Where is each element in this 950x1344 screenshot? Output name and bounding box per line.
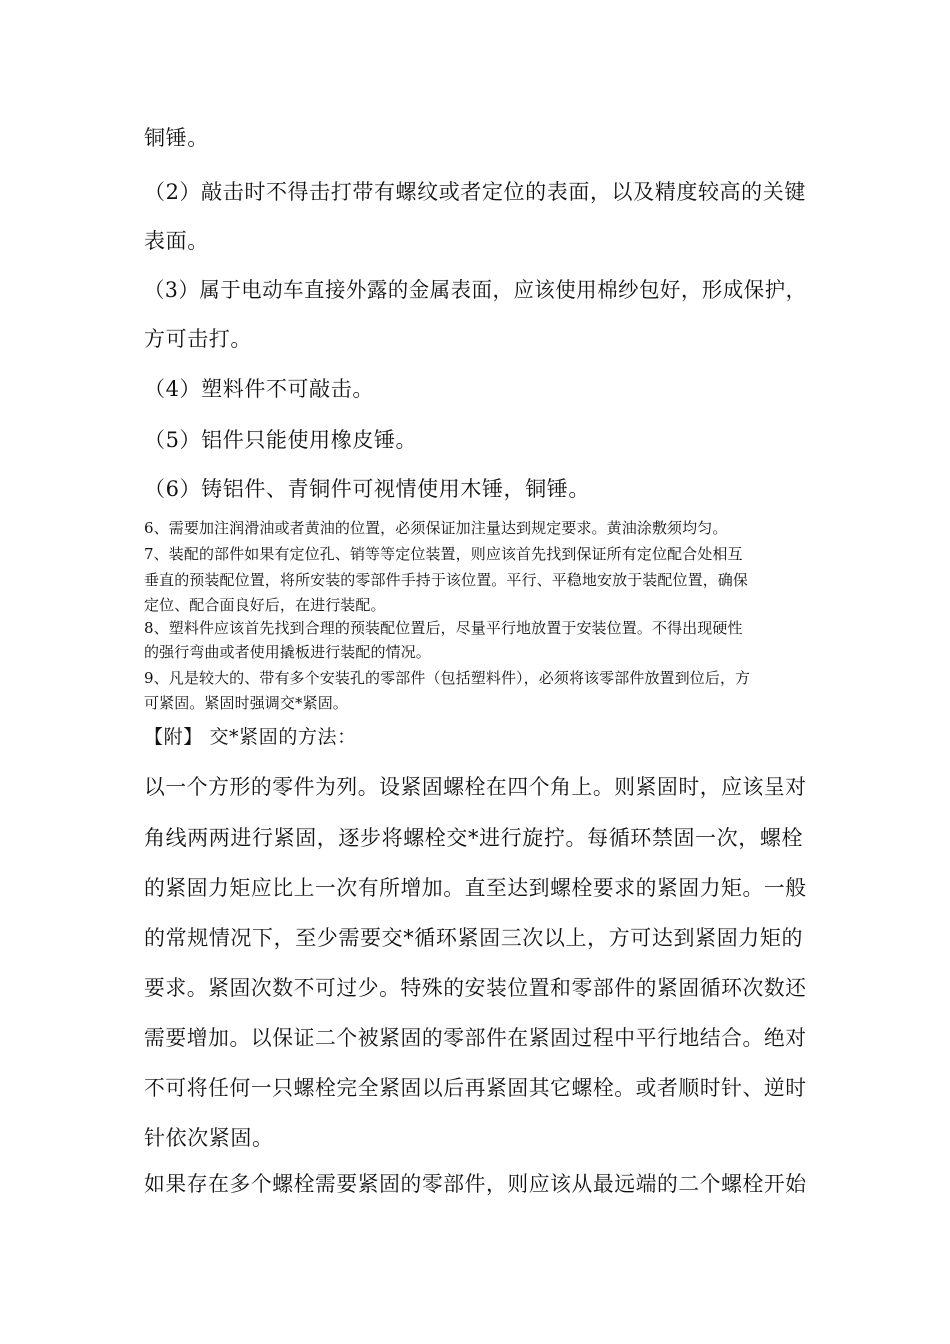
intro-line: 铜锤。 (144, 126, 209, 150)
rule-line: 7、装配的部件如果有定位孔、销等等定位装置，则应该首先找到保证所有定位配合处相互 (144, 545, 743, 563)
method-line: 的常规情况下，至少需要交*循环紧固三次以上，方可达到紧固力矩的 (144, 926, 804, 950)
intro-line: 方可击打。 (144, 327, 252, 351)
method-line: 角线两两进行紧固，逐步将螺栓交*进行旋拧。每循环禁固一次，螺栓 (144, 826, 804, 850)
rule-line: 可紧固。紧固时强调交*紧固。 (144, 694, 348, 712)
rule-line: 垂直的预装配位置，将所安装的零部件手持于该位置。平行、平稳地安放于装配位置，确保 (144, 571, 749, 589)
method-line: 如果存在多个螺栓需要紧固的零部件，则应该从最远端的二个螺栓开始 (144, 1172, 807, 1196)
rule-line: 定位、配合面良好后，在进行装配。 (144, 596, 386, 614)
rule-line: 的强行弯曲或者使用撬板进行装配的情况。 (144, 643, 431, 661)
method-line: 需要增加。以保证二个被紧固的零部件在紧固过程中平行地结合。绝对 (144, 1026, 807, 1050)
intro-line: （6）铸铝件、青铜件可视情使用木锤，铜锤。 (144, 477, 590, 501)
method-line: 要求。紧固次数不可过少。特殊的安装位置和零部件的紧固循环次数还 (144, 976, 807, 1000)
rule-line: 8、塑料件应该首先找到合理的预装配位置后，尽量平行地放置于安装位置。不得出现硬性 (144, 619, 743, 637)
intro-line: （2）敲击时不得击打带有螺纹或者定位的表面，以及精度较高的关键 (144, 180, 806, 204)
intro-line: 表面。 (144, 229, 209, 253)
intro-line: （3）属于电动车直接外露的金属表面，应该使用棉纱包好，形成保护， (144, 278, 807, 302)
method-line: 针依次紧固。 (144, 1126, 274, 1150)
method-line: 的紧固力矩应比上一次有所增加。直至达到螺栓要求的紧固力矩。一般 (144, 876, 807, 900)
method-line: 不可将任何一只螺栓完全紧固以后再紧固其它螺栓。或者顺时针、逆时 (144, 1076, 807, 1100)
method-line: 以一个方形的零件为列。设紧固螺栓在四个角上。则紧固时，应该呈对 (144, 775, 807, 799)
intro-line: （4）塑料件不可敲击。 (144, 377, 374, 401)
appendix-heading: 【附】 交*紧固的方法： (144, 726, 357, 748)
rule-line: 9、凡是较大的、带有多个安装孔的零部件（包括塑料件），必须将该零部件放置到位后，方 (144, 669, 751, 687)
intro-line: （5）铝件只能使用橡皮锤。 (144, 428, 418, 452)
rule-line: 6、需要加注润滑油或者黄油的位置，必须保证加注量达到规定要求。黄油涂敷须均匀。 (144, 519, 728, 537)
